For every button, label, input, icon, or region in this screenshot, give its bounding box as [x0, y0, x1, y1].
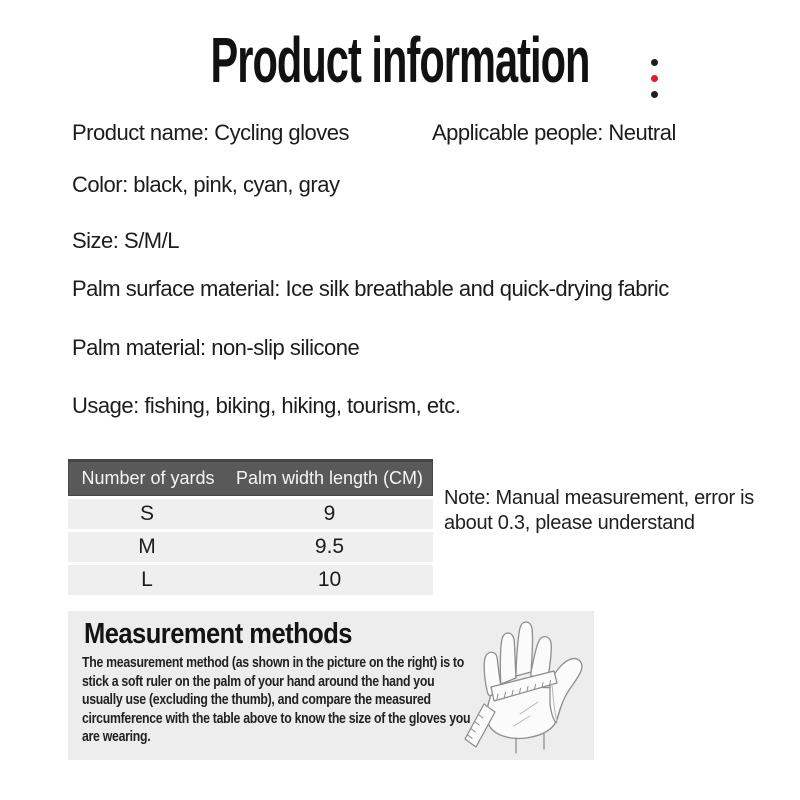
table-row	[68, 532, 433, 562]
measurement-methods-panel	[68, 611, 594, 760]
spec-color: Color: black, pink, cyan, gray	[72, 172, 340, 197]
spec-applicable-people: Applicable people: Neutral	[432, 120, 676, 145]
column-header-palm-width: Palm width length (CM)	[235, 468, 424, 488]
table-row	[68, 565, 433, 595]
middle-finger	[516, 622, 532, 678]
size-table	[68, 459, 433, 595]
spec-usage: Usage: fishing, biking, hiking, tourism, etc.	[72, 393, 461, 418]
hand-ruler-illustration	[464, 614, 590, 758]
size-table-header	[68, 459, 433, 496]
column-header-yards: Number of yards	[81, 468, 215, 488]
page-title: Product information	[210, 24, 590, 96]
measurement-body: The measurement method (as shown in the picture on the right) is to stick a soft ruler on the palm of your hand around the hand you usually use (excluding the thumb), and compare the measured circumference with the table above to know the size of the gloves you are wearing.	[82, 654, 471, 746]
cell-width: 9	[323, 502, 336, 525]
ring-finger	[500, 633, 516, 686]
cell-size: L	[141, 568, 153, 591]
measurement-note: Note: Manual measurement, error is about 0.3, please understand	[444, 487, 754, 534]
dot-icon	[651, 59, 658, 66]
decorative-dots	[651, 59, 658, 98]
spec-product-name: Product name: Cycling gloves	[72, 120, 350, 145]
dot-icon-red	[651, 75, 658, 82]
cell-size: M	[138, 535, 156, 558]
cell-size: S	[139, 502, 154, 525]
spec-palm-material: Palm material: non-slip silicone	[72, 335, 360, 360]
measurement-heading: Measurement methods	[84, 618, 352, 650]
cell-width: 9.5	[314, 535, 345, 558]
spec-palm-surface: Palm surface material: Ice silk breathable and quick-drying fabric	[72, 276, 669, 301]
index-finger	[531, 637, 551, 677]
table-row	[68, 499, 433, 529]
cell-width: 10	[317, 568, 342, 591]
spec-product-name-row	[72, 118, 676, 148]
dot-icon	[651, 91, 658, 98]
spec-size: Size: S/M/L	[72, 228, 179, 253]
